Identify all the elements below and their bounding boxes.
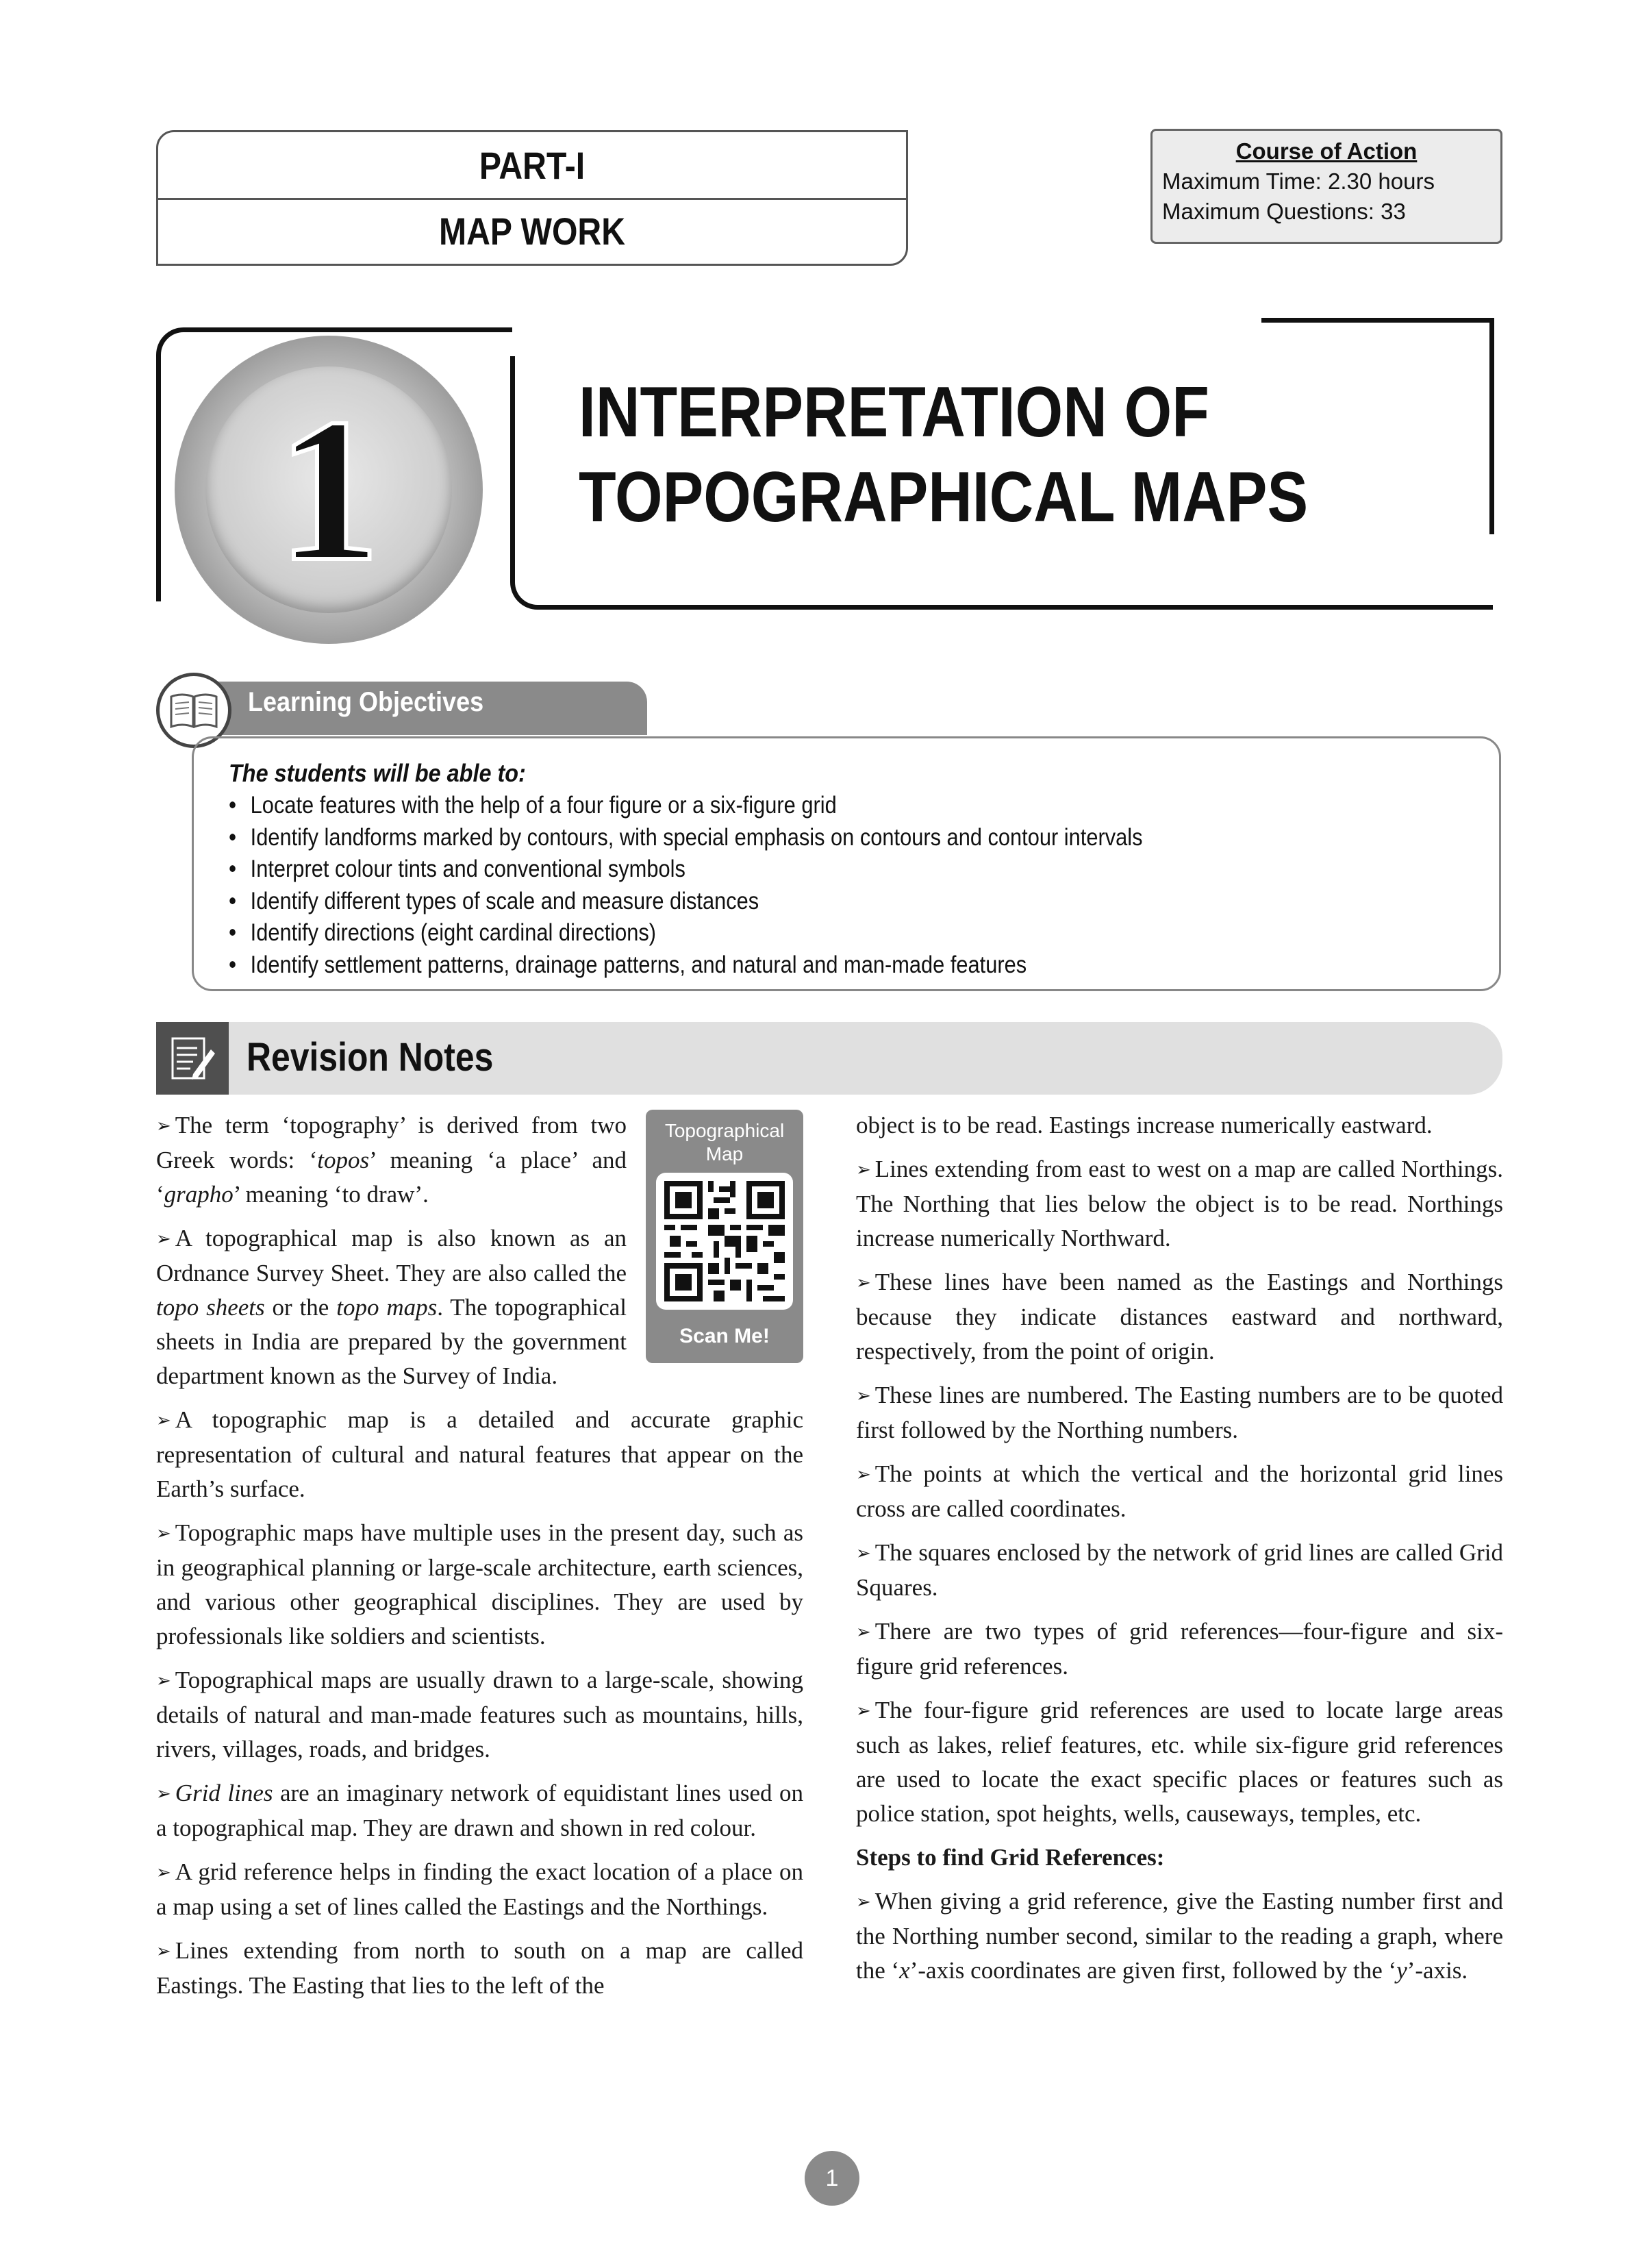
chapter-title (579, 370, 1344, 540)
page-number: 1 (805, 2151, 859, 2206)
arrow-bullet-icon: ➢ (156, 1410, 171, 1431)
arrow-bullet-icon: ➢ (856, 1701, 871, 1721)
note-paragraph: ➢ Lines extending from north to south on a map are called Eastings. The Easting that lies to the left of the (156, 1937, 803, 1999)
arrow-bullet-icon: ➢ (156, 1671, 171, 1691)
course-max-questions: Maximum Questions: 33 (1162, 199, 1406, 224)
note-paragraph: ➢ The four-figure grid references are used to locate large areas such as lakes, relief features, etc. while six-figure grid references are used to locate the exact specific places or features such as police station, spot heights, wells, causeways, temples, etc. (856, 1697, 1503, 1827)
arrow-bullet-icon: ➢ (156, 1941, 171, 1962)
arrow-bullet-icon: ➢ (156, 1523, 171, 1544)
chapter-title-line2: TOPOGRAPHICAL MAPS (579, 458, 1309, 537)
objective-item: • Identify landforms marked by contours, with special emphasis on contours and contour intervals (229, 821, 1326, 853)
note-paragraph: ➢ These lines have been named as the Eastings and Northings because they indicate distances eastward and northward, respectively, from the point of origin. (856, 1269, 1503, 1364)
objective-item: • Interpret colour tints and conventional symbols (229, 853, 1326, 885)
arrow-bullet-icon: ➢ (856, 1160, 871, 1180)
course-heading: Course of Action (1235, 138, 1418, 164)
note-paragraph: object is to be read. Eastings increase numerically eastward. (856, 1112, 1433, 1138)
objective-item: • Identify settlement patterns, drainage patterns, and natural and man-made features (229, 949, 1326, 981)
note-paragraph: ➢ The squares enclosed by the network of grid lines are called Grid Squares. (856, 1539, 1503, 1601)
objectives-lead: The students will be able to: (229, 759, 526, 787)
course-of-action-box (1150, 129, 1502, 244)
revision-notes-label: Revision Notes (247, 1035, 494, 1080)
arrow-bullet-icon: ➢ (856, 1465, 871, 1485)
note-paragraph: ➢ Topographic maps have multiple uses in the present day, such as in geographical planning or large-scale architecture, earth sciences, and various other geographical disciplines. They are used by professionals like soldiers and scientists. (156, 1519, 803, 1649)
arrow-bullet-icon: ➢ (856, 1273, 871, 1293)
note-paragraph: ➢ These lines are numbered. The Easting numbers are to be quoted first followed by the Northing numbers. (856, 1382, 1503, 1443)
objectives-list (229, 789, 1326, 980)
note-paragraph: ➢ Topographical maps are usually drawn to a large-scale, showing details of natural and man-made features such as mountains, hills, rivers, villages, roads, and bridges. (156, 1667, 803, 1762)
arrow-bullet-icon: ➢ (856, 1892, 871, 1912)
part-label: PART-I (479, 143, 586, 187)
arrow-bullet-icon: ➢ (156, 1862, 171, 1883)
arrow-bullet-icon: ➢ (156, 1229, 171, 1249)
qr-card[interactable] (646, 1110, 803, 1363)
note-paragraph: ➢ The points at which the vertical and the horizontal grid lines cross are called coordinates. (856, 1460, 1503, 1522)
objective-item: • Locate features with the help of a four figure or a six-figure grid (229, 789, 1326, 821)
note-paragraph: ➢ The term ‘topography’ is derived from two Greek words: ‘topos’ meaning ‘a place’ and ‘grapho’ meaning ‘to draw’. (156, 1112, 627, 1208)
notes-left-column (156, 1108, 803, 2012)
note-paragraph: ➢ Lines extending from east to west on a map are called Northings. The Northing that lies below the object is to be read. Northings increase numerically Northward. (856, 1156, 1503, 1251)
note-paragraph: ➢ There are two types of grid references—four-figure and six-figure grid references. (856, 1618, 1503, 1680)
arrow-bullet-icon: ➢ (156, 1116, 171, 1136)
arrow-bullet-icon: ➢ (856, 1543, 871, 1564)
learning-objectives-label: Learning Objectives (248, 687, 484, 717)
chapter-frame-bottom (510, 555, 1493, 610)
notes-pencil-icon (156, 1022, 229, 1095)
note-paragraph: ➢ A topographic map is a detailed and accurate graphic representation of cultural and natural features that appear on the Earth’s surface. (156, 1406, 803, 1502)
qr-code[interactable] (656, 1173, 793, 1310)
objective-item: • Identify directions (eight cardinal directions) (229, 917, 1326, 949)
chapter-number: 1 (277, 375, 380, 603)
chapter-frame-divider (510, 356, 515, 562)
note-paragraph: ➢ Grid lines are an imaginary network of equidistant lines used on a topographical map. They are drawn and shown in red colour. (156, 1780, 803, 1841)
note-paragraph: ➢ When giving a grid reference, give the Easting number first and the Northing number second, similar to the reading a graph, where the ‘x’-axis coordinates are given first, followed by the ‘y’-axis. (856, 1888, 1503, 1984)
note-paragraph: ➢ A grid reference helps in finding the exact location of a place on a map using a set of lines called the Eastings and the Northings. (156, 1858, 803, 1920)
arrow-bullet-icon: ➢ (856, 1386, 871, 1406)
course-max-time: Maximum Time: 2.30 hours (1162, 169, 1435, 194)
notes-right-column (856, 1108, 1503, 1997)
note-paragraph: ➢ A topographical map is also known as an Ordnance Survey Sheet. They are also called the topo sheets or the topo maps. The topographical sheets in India are prepared by the government department known as the Survey of India. (156, 1225, 627, 1389)
qr-title: Topographical Map (664, 1120, 785, 1164)
part-subtitle: MAP WORK (438, 209, 626, 253)
arrow-bullet-icon: ➢ (856, 1622, 871, 1643)
objective-item: • Identify different types of scale and measure distances (229, 885, 1326, 917)
steps-heading: Steps to find Grid References: (856, 1844, 1165, 1871)
arrow-bullet-icon: ➢ (156, 1784, 171, 1804)
chapter-title-line1: INTERPRETATION OF (579, 373, 1209, 452)
part-header-box (156, 130, 908, 266)
qr-scan-label: Scan Me! (679, 1325, 770, 1347)
